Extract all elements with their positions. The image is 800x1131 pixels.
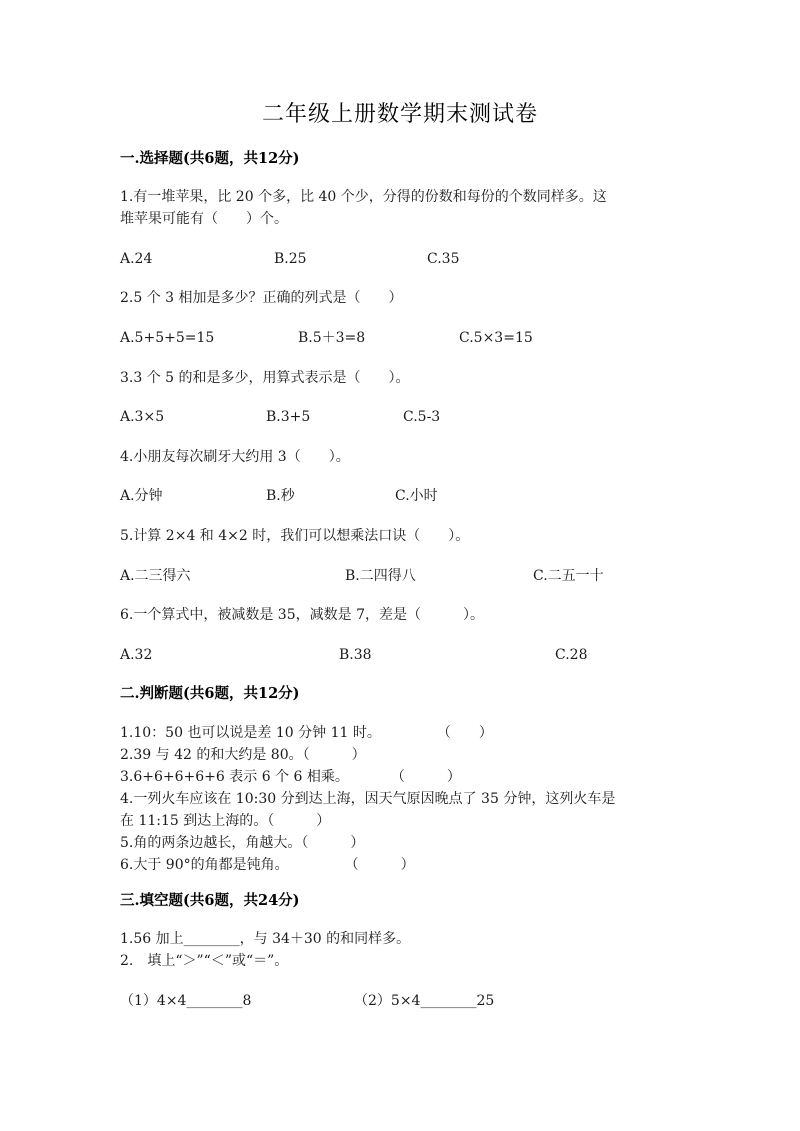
tf-question-5: 5.角的两条边越长，角越大。（ ） bbox=[120, 835, 365, 851]
question-3-option-b: B.3+5 bbox=[266, 409, 311, 425]
tf-question-4-line-2: 在 11:15 到达上海的。（ ） bbox=[120, 813, 331, 829]
question-1-line-2: 堆苹果可能有（ ）个。 bbox=[120, 211, 288, 227]
question-5-option-a: A.二三得六 bbox=[120, 568, 191, 584]
fill-question-2-item-2: （2）5×4________25 bbox=[354, 993, 495, 1009]
question-3-line-1: 3.3 个 5 的和是多少，用算式表示是（ ）。 bbox=[120, 370, 410, 386]
tf-question-1: 1.10：50 也可以说是差 10 分钟 11 时。 （ ） bbox=[120, 725, 493, 741]
question-6-option-c: C.28 bbox=[555, 647, 588, 663]
section-heading-fill-blank: 三.填空题(共6题，共24分) bbox=[120, 892, 300, 909]
question-1-option-b: B.25 bbox=[274, 251, 307, 267]
section-heading-true-false: 二.判断题(共6题，共12分) bbox=[120, 685, 300, 702]
question-2-option-a: A.5+5+5=15 bbox=[120, 330, 215, 346]
question-5-option-b: B.二四得八 bbox=[345, 568, 416, 584]
question-1-line-1: 1.有一堆苹果，比 20 个多，比 40 个少，分得的份数和每份的个数同样多。这 bbox=[120, 189, 607, 205]
section-heading-choice: 一.选择题(共6题，共12分) bbox=[120, 150, 300, 167]
question-3-option-c: C.5-3 bbox=[403, 409, 441, 425]
question-4-option-c: C.小时 bbox=[395, 488, 438, 504]
question-6-option-a: A.32 bbox=[120, 647, 153, 663]
question-5-option-c: C.二五一十 bbox=[533, 568, 604, 584]
question-1-option-a: A.24 bbox=[120, 251, 153, 267]
question-2-option-c: C.5×3=15 bbox=[459, 330, 533, 346]
question-2-option-b: B.5＋3=8 bbox=[298, 330, 366, 346]
fill-question-1: 1.56 加上________，与 34＋30 的和同样多。 bbox=[120, 931, 411, 947]
question-4-option-a: A.分钟 bbox=[120, 488, 163, 504]
question-5-line-1: 5.计算 2×4 和 4×2 时，我们可以想乘法口诀（ ）。 bbox=[120, 528, 470, 544]
question-6-option-b: B.38 bbox=[339, 647, 372, 663]
question-6-line-1: 6.一个算式中，被减数是 35，减数是 7，差是（ ）。 bbox=[120, 607, 484, 623]
tf-question-6: 6.大于 90°的角都是钝角。 （ ） bbox=[120, 857, 415, 873]
question-2-line-1: 2.5 个 3 相加是多少？正确的列式是（ ） bbox=[120, 290, 403, 306]
fill-question-2-item-1: （1）4×4________8 bbox=[120, 993, 252, 1009]
question-4-line-1: 4.小朋友每次刷牙大约用 3（ ）。 bbox=[120, 449, 350, 465]
tf-question-2: 2.39 与 42 的和大约是 80。（ ） bbox=[120, 747, 366, 763]
question-1-option-c: C.35 bbox=[427, 251, 460, 267]
question-3-option-a: A.3×5 bbox=[120, 409, 165, 425]
page-title: 二年级上册数学期末测试卷 bbox=[261, 102, 538, 127]
tf-question-3: 3.6+6+6+6+6 表示 6 个 6 相乘。 （ ） bbox=[120, 769, 461, 785]
question-4-option-b: B.秒 bbox=[266, 488, 295, 504]
fill-question-2: 2. 填上“＞”“＜”或“＝”。 bbox=[120, 953, 289, 969]
tf-question-4-line-1: 4.一列火车应该在 10:30 分到达上海，因天气原因晚点了 35 分钟，这列火车是 bbox=[120, 791, 616, 807]
